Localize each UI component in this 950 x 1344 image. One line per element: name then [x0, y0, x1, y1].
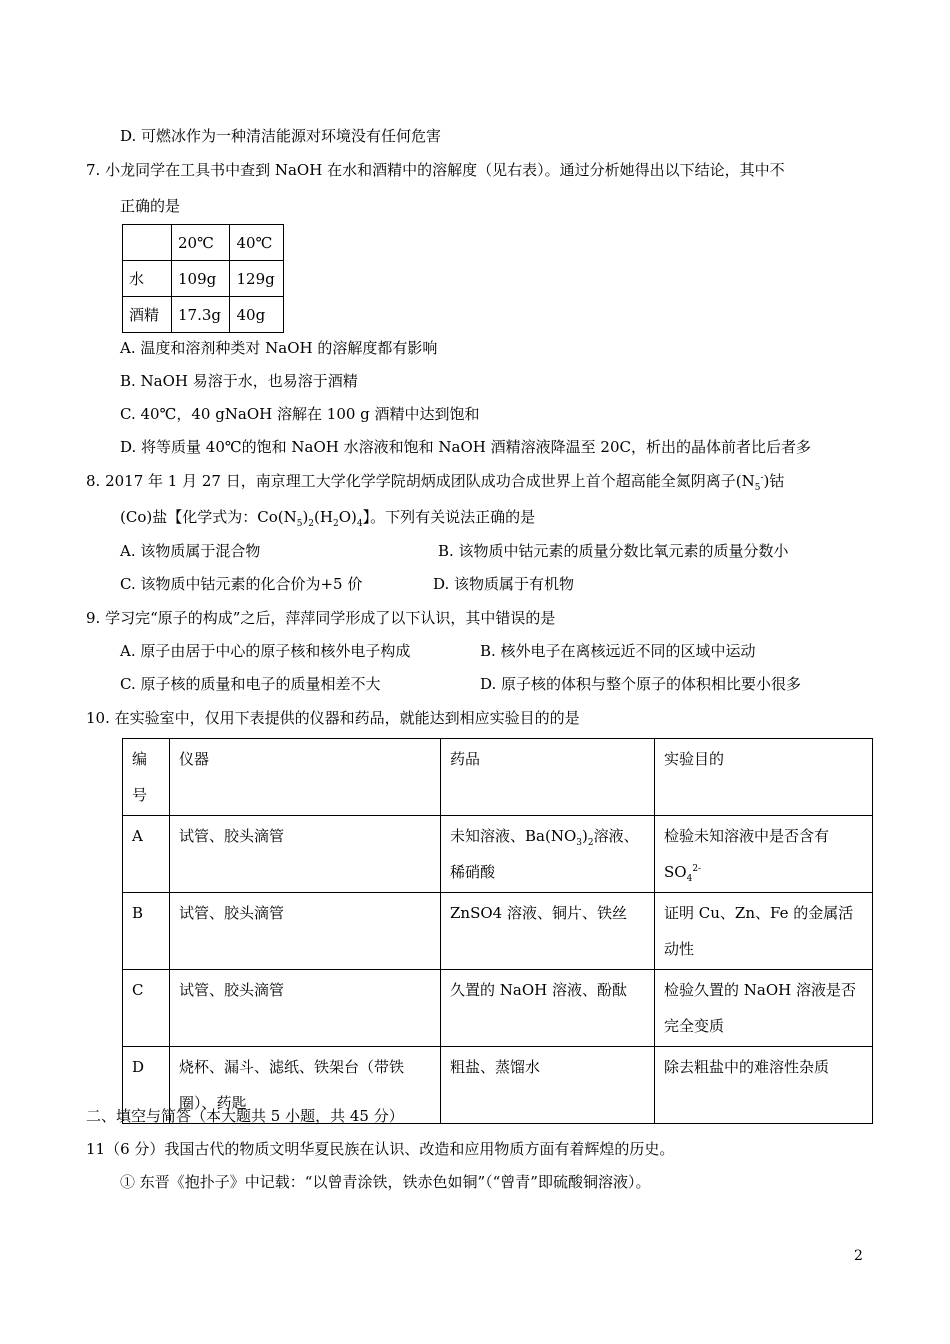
q8-stem-line1: 8. 2017 年 1 月 27 日，南京理工大学化学学院胡炳成团队成功合成世界上首个超高能全氮阴离子$(N_5^-)$钴 [86, 472, 785, 493]
table-row [123, 816, 873, 893]
table-cell: B [123, 893, 170, 970]
q8-stem-line2: (Co)盐【化学式为：$Co(N_5)_2(H_2O)_4$】。下列有关说法正确的是 [120, 508, 536, 529]
table-row [123, 893, 873, 970]
solubility-table [122, 224, 284, 333]
table-cell: A [123, 816, 170, 893]
q11-stem: 11（6 分）我国古代的物质文明华夏民族在认识、改造和应用物质方面有着辉煌的历史。 [86, 1140, 675, 1158]
q7-option-d: D. 将等质量 40℃的饱和 NaOH 水溶液和饱和 NaOH 酒精溶液降温至 20C，析出的晶体前者比后者多 [120, 438, 811, 456]
table-cell: 试管、胶头滴管 [170, 816, 441, 893]
q8-option-b: B. 该物质中钴元素的质量分数比氧元素的质量分数小 [438, 542, 789, 560]
table-cell: C [123, 970, 170, 1047]
table-row [123, 297, 284, 333]
table-cell: 试管、胶头滴管 [170, 970, 441, 1047]
q9-option-d: D. 原子核的体积与整个原子的体积相比要小很多 [480, 675, 802, 693]
table-cell: 久置的 NaOH 溶液、酚酞 [441, 970, 655, 1047]
table-row [123, 970, 873, 1047]
table-cell: 129g [230, 261, 284, 297]
table-cell: 40g [230, 297, 284, 333]
q10-stem: 10. 在实验室中，仅用下表提供的仪器和药品，就能达到相应实验目的的是 [86, 709, 580, 727]
q7-stem-line1: 7. 小龙同学在工具书中查到 NaOH 在水和酒精中的溶解度（见右表）。通过分析她得出以下结论，其中不 [86, 161, 785, 179]
section-2-heading: 二、填空与简答（本大题共 5 小题，共 45 分） [86, 1107, 404, 1125]
table-cell: 除去粗盐中的难溶性杂质 [655, 1047, 873, 1124]
table-cell: D [123, 1047, 170, 1124]
q8-option-d: D. 该物质属于有机物 [433, 575, 575, 593]
table-row [123, 261, 284, 297]
table-header: 编号 [123, 739, 170, 816]
table-cell: 检验未知溶液中是否含有 $SO_4^{2-}$ [655, 816, 873, 893]
table-cell: 试管、胶头滴管 [170, 893, 441, 970]
table-cell: 109g [172, 261, 230, 297]
table-header: 20℃ [172, 225, 230, 261]
table-cell: ZnSO4 溶液、铜片、铁丝 [441, 893, 655, 970]
table-cell: 烧杯、漏斗、滤纸、铁架台（带铁圈）、药匙 [170, 1047, 441, 1124]
page-number: 2 [854, 1248, 863, 1264]
q8-option-a: A. 该物质属于混合物 [120, 542, 261, 560]
q9-option-a: A. 原子由居于中心的原子核和核外电子构成 [120, 642, 411, 660]
table-cell: 酒精 [123, 297, 172, 333]
q9-stem: 9. 学习完“原子的构成”之后，萍萍同学形成了以下认识，其中错误的是 [86, 609, 556, 627]
table-cell: 证明 Cu、Zn、Fe 的金属活动性 [655, 893, 873, 970]
table-cell: 未知溶液、$Ba(NO_3)_2$溶液、稀硝酸 [441, 816, 655, 893]
table-cell: 17.3g [172, 297, 230, 333]
table-row [123, 739, 873, 816]
table-cell: 粗盐、蒸馏水 [441, 1047, 655, 1124]
table-header: 仪器 [170, 739, 441, 816]
q9-option-c: C. 原子核的质量和电子的质量相差不大 [120, 675, 381, 693]
table-header: 药品 [441, 739, 655, 816]
table-cell: 检验久置的 NaOH 溶液是否完全变质 [655, 970, 873, 1047]
q7-option-a: A. 温度和溶剂种类对 NaOH 的溶解度都有影响 [120, 339, 438, 357]
q9-option-b: B. 核外电子在离核远近不同的区域中运动 [480, 642, 756, 660]
q6-option-d: D. 可燃冰作为一种清洁能源对环境没有任何危害 [120, 127, 442, 145]
q7-option-c: C. 40℃，40 gNaOH 溶解在 100 g 酒精中达到饱和 [120, 405, 480, 423]
q8-option-c: C. 该物质中钴元素的化合价为+5 价 [120, 575, 363, 593]
table-cell [123, 225, 172, 261]
q7-stem-line2: 正确的是 [120, 197, 181, 215]
table-header: 实验目的 [655, 739, 873, 816]
experiment-table [122, 738, 873, 1124]
q7-option-b: B. NaOH 易溶于水，也易溶于酒精 [120, 372, 358, 390]
table-cell: 水 [123, 261, 172, 297]
table-header: 40℃ [230, 225, 284, 261]
q11-item-1: ① 东晋《抱扑子》中记载：“以曾青涂铁，铁赤色如铜”（“曾青”即硫酸铜溶液）。 [120, 1173, 651, 1191]
table-row [123, 225, 284, 261]
